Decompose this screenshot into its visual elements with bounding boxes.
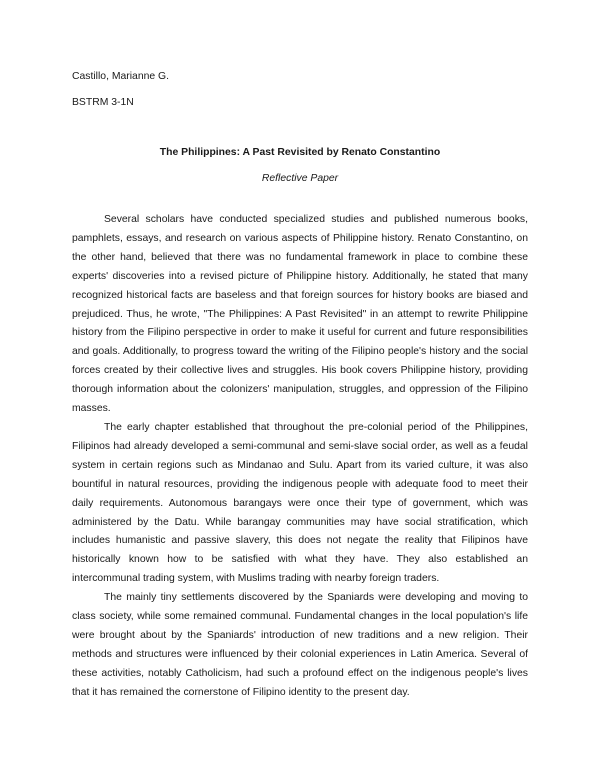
paper-title: The Philippines: A Past Revisited by Renato Constantino (159, 147, 441, 158)
paper-body (72, 211, 528, 703)
paragraph-3: The mainly tiny settlements discovered by the Spaniards were developing and moving to class society, while some remained communal. Fundamental changes in the local population's life were brought about by the Spaniards' introduction of new traditions and a new religion. Their methods and structures were influenced by their colonial experiences in Latin America. Several of these activities, notably Catholicism, had such a profound effect on the indigenous people's lives that it has remained the cornerstone of Filipino identity to the present day. (72, 592, 528, 698)
class-section: BSTRM 3-1N (72, 97, 134, 108)
paragraph-1: Several scholars have conducted specialized studies and published numerous books, pamphlets, essays, and research on various aspects of Philippine history. Renato Constantino, on the other hand, believed that there was no fundamental framework in place to combine these experts' discoveries into a revised picture of Philippine history. Additionally, he stated that many recognized historical facts are baseless and that foreign sources for history books are biased and prejudiced. Thus, he wrote, "The Philippines: A Past Revisited" in an attempt to rewrite Philippine history from the Filipino perspective in order to make it useful for current and future responsibilities and goals. Additionally, to progress toward the writing of the Filipino people's history and the social forces created by their collective lives and struggles. His book covers Philippine history, providing thorough information about the colonizers' manipulation, struggles, and oppression of the Filipino masses. (72, 214, 528, 415)
paragraph-2: The early chapter established that throughout the pre-colonial period of the Philippines, Filipinos had already developed a semi-communal and semi-slave social order, as well as a feudal system in certain regions such as Mindanao and Sulu. Apart from its varied culture, it was also bountiful in natural resources, providing the indigenous people with adequate food to meet their daily requirements. Autonomous barangays were once their type of government, which was administered by the Datu. While barangay communities may have social stratification, which includes humanistic and passive slavery, this does not negate the reality that Filipinos have historically known how to be satisfied with what they have. They also established an intercommunal trading system, with Muslims trading with nearby foreign traders. (72, 421, 528, 585)
paper-subtitle: Reflective Paper (261, 173, 339, 184)
author-name: Castillo, Marianne G. (72, 71, 170, 82)
